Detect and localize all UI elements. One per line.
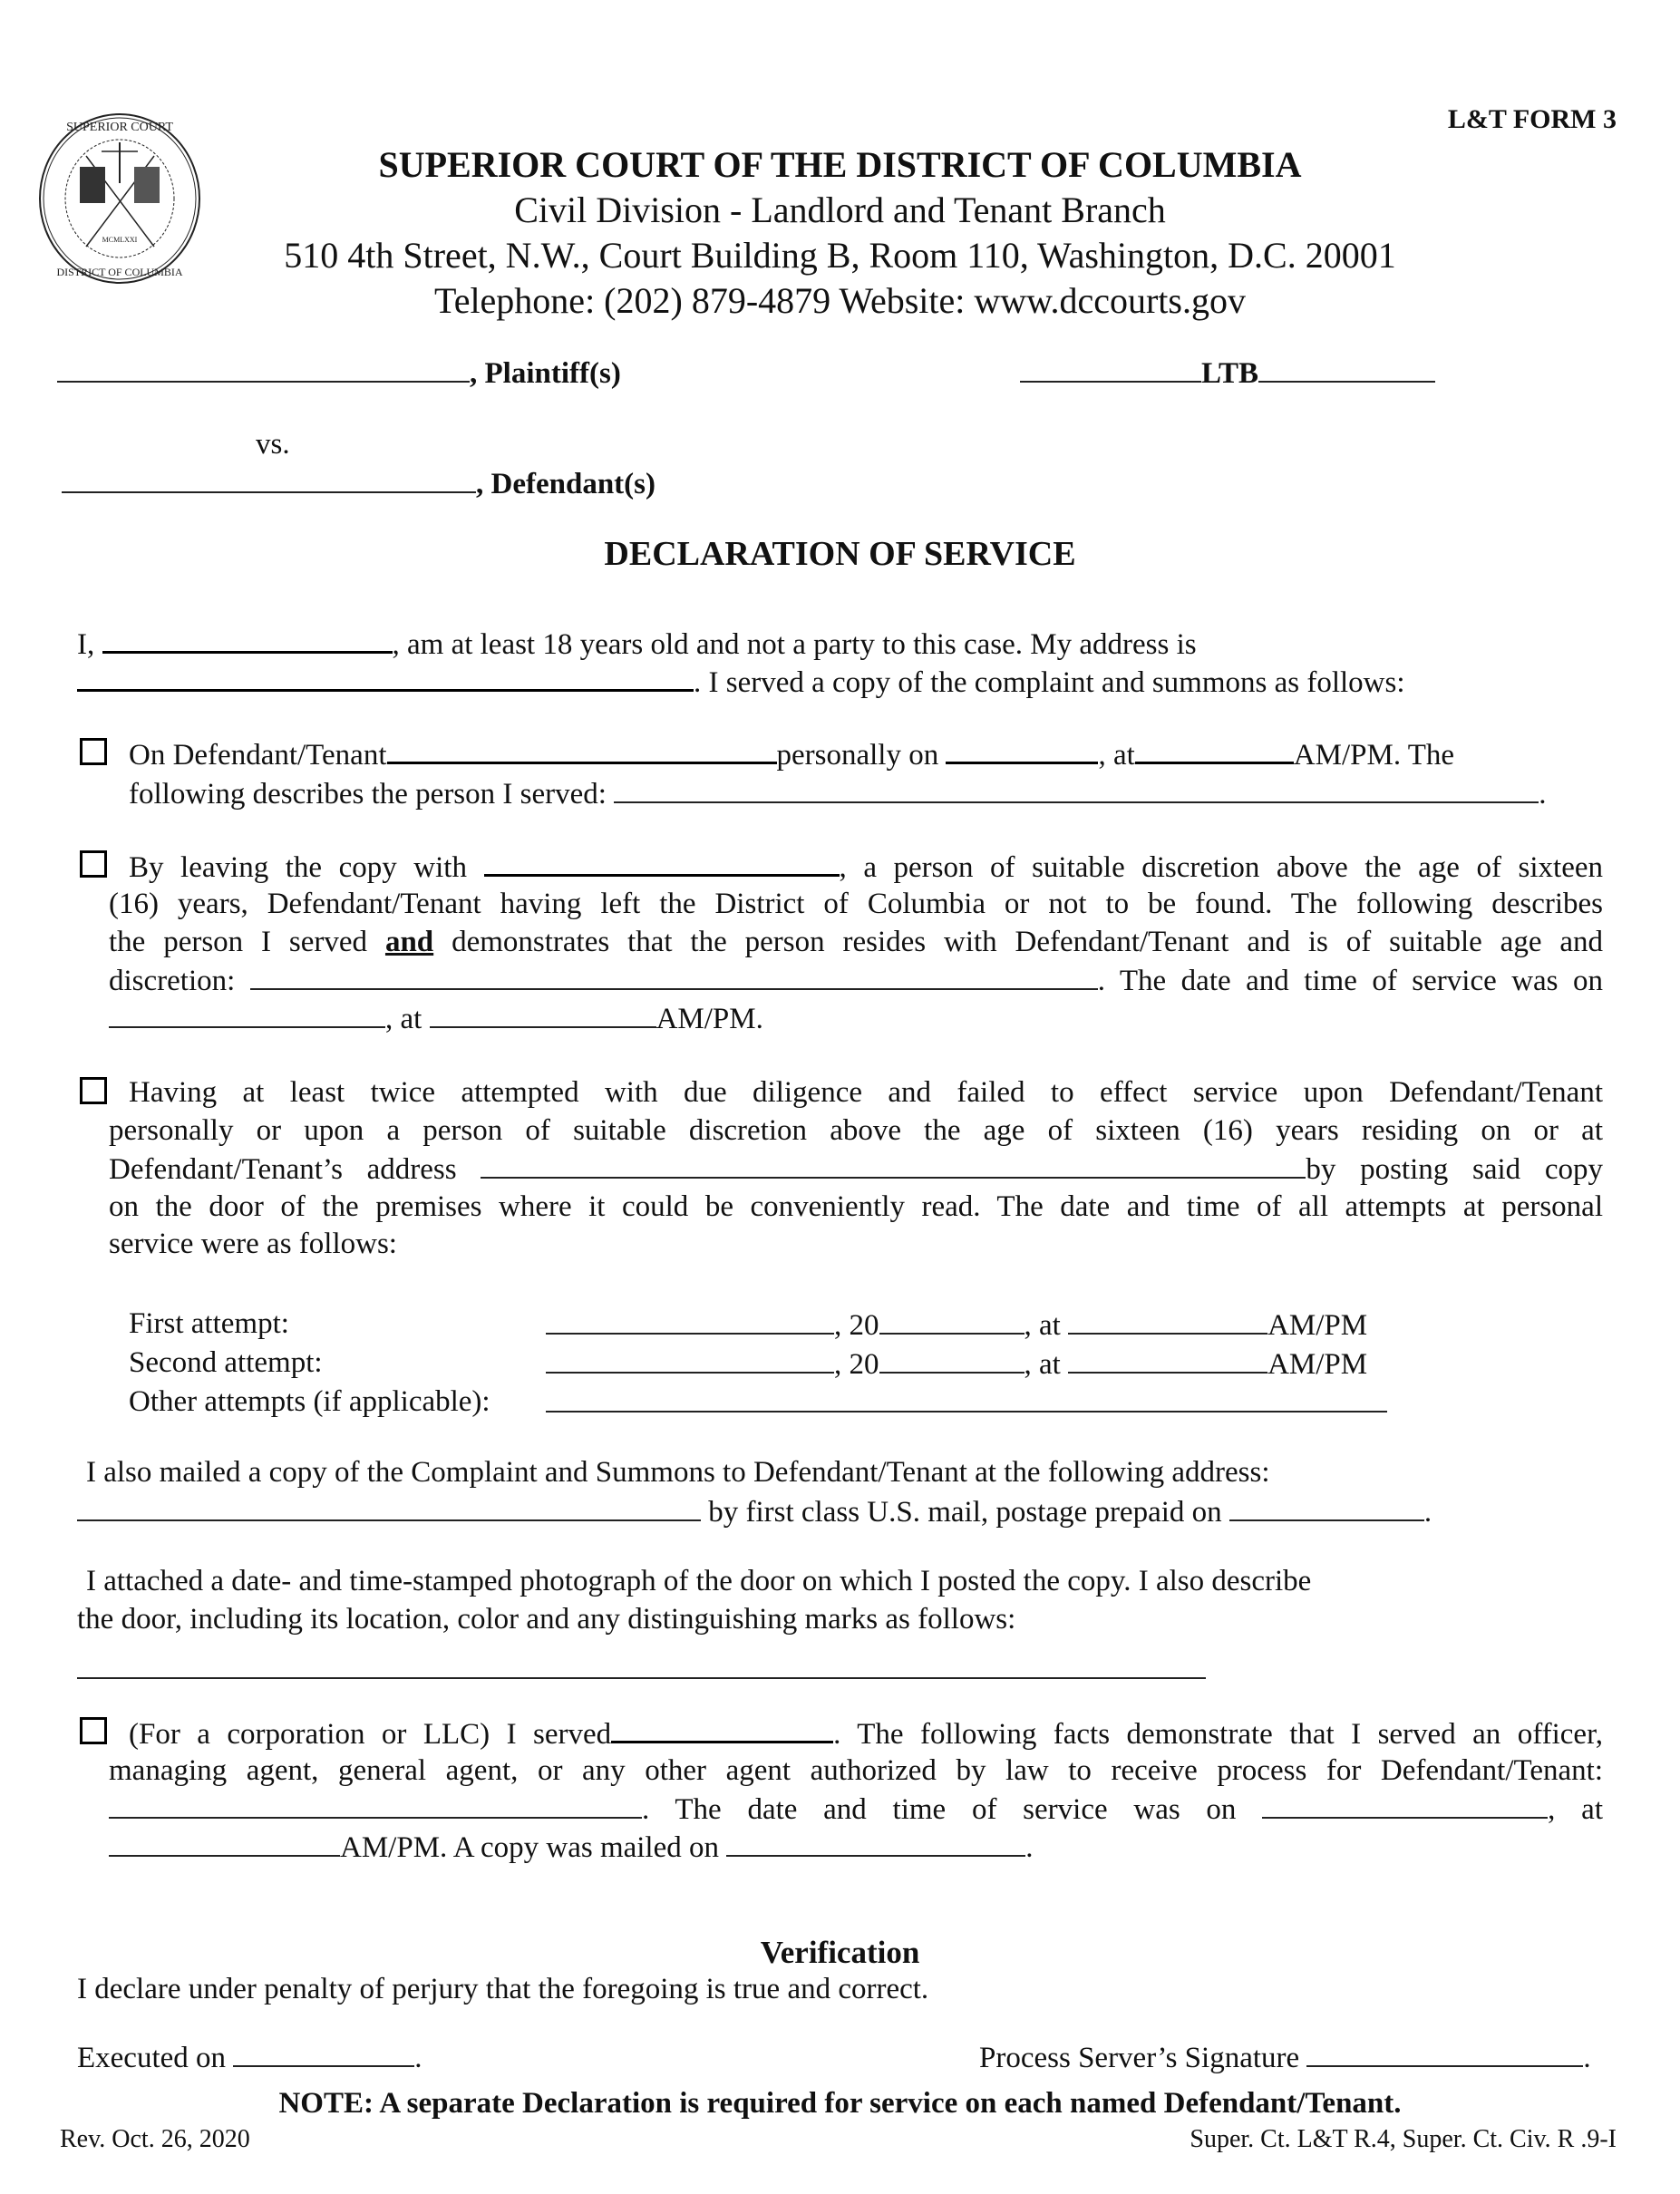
corporation-line-4: AM/PM. A copy was mailed on . [109, 1828, 1034, 1866]
first-attempt-label: First attempt: [129, 1307, 289, 1340]
substitute-date-field[interactable] [109, 999, 385, 1028]
substitute-line-4: discretion: . The date and time of service was on [109, 961, 1603, 1000]
posting-line-5: service were as follows: [109, 1228, 397, 1260]
second-attempt-label: Second attempt: [129, 1346, 323, 1379]
posting-line-4: on the door of the premises where it could be conveniently read. The date and time of all attempts at personal [109, 1190, 1603, 1223]
vs-label: vs. [256, 428, 290, 461]
rule-citation: Super. Ct. L&T R.4, Super. Ct. Civ. R .9-I [1190, 2125, 1617, 2153]
defendant-line: , Defendant(s) [62, 464, 655, 502]
plaintiff-field[interactable] [57, 354, 470, 383]
revision-date: Rev. Oct. 26, 2020 [60, 2125, 250, 2153]
substitute-service-checkbox[interactable] [80, 850, 107, 878]
defendant-field[interactable] [62, 464, 476, 493]
posting-line-3: Defendant/Tenant’s address by posting said copy [109, 1150, 1603, 1189]
first-attempt-time-field[interactable] [1068, 1306, 1267, 1335]
signature-field[interactable] [1306, 2038, 1583, 2067]
corporation-time-field[interactable] [109, 1828, 340, 1857]
footer-note: NOTE: A separate Declaration is required for service on each named Defendant/Tenant. [278, 2087, 1402, 2120]
second-attempt-year-field[interactable] [879, 1345, 1025, 1374]
court-address: 510 4th Street, N.W., Court Building B, Room 110, Washington, D.C. 20001 [284, 235, 1396, 276]
mailing-line-1: I also mailed a copy of the Complaint and Summons to Defendant/Tenant at the following address: [86, 1456, 1270, 1489]
personal-line-1: On Defendant/Tenant personally on , at AM/PM. The [129, 734, 1454, 773]
corporation-line-3: . The date and time of service was on , at [109, 1790, 1603, 1829]
intro-line-1: I, , am at least 18 years old and not a party to this case. My address is [77, 624, 1197, 663]
personal-date-field[interactable] [946, 734, 1098, 764]
second-attempt-row: , 20 , at AM/PM [546, 1345, 1367, 1383]
substitute-line-1: By leaving the copy with , a person of suitable discretion above the age of sixteen [129, 847, 1603, 887]
mailing-date-field[interactable] [1229, 1492, 1424, 1521]
plaintiff-line: , Plaintiff(s) [57, 354, 621, 392]
substitute-person-field[interactable] [484, 847, 840, 877]
personal-line-2: following describes the person I served: . [129, 774, 1546, 812]
other-attempts-field[interactable] [546, 1383, 1387, 1413]
personal-description-field[interactable] [614, 774, 1539, 803]
case-number-prefix-field[interactable] [1020, 354, 1201, 383]
other-attempts-row [546, 1383, 1387, 1422]
intro-line-2: . I served a copy of the complaint and summons as follows: [77, 662, 1405, 701]
substitute-line-3: the person I served and demonstrates that the person resides with Defendant/Tenant and is of suitable age and [109, 926, 1603, 958]
svg-text:MCMLXXI: MCMLXXI [102, 236, 138, 244]
personal-time-field[interactable] [1135, 734, 1294, 764]
posting-line-1: Having at least twice attempted with due diligence and failed to effect service upon Defendant/Tenant [129, 1076, 1603, 1109]
executed-date-field[interactable] [233, 2038, 414, 2067]
other-attempts-label: Other attempts (if applicable): [129, 1385, 490, 1418]
server-address-field[interactable] [77, 662, 694, 692]
verification-statement: I declare under penalty of perjury that the foregoing is true and correct. [77, 1973, 929, 2005]
court-contact: Telephone: (202) 879-4879 Website: www.dccourts.gov [434, 280, 1246, 321]
posting-service-checkbox[interactable] [80, 1077, 107, 1104]
mailing-address-field[interactable] [77, 1492, 701, 1521]
verification-heading: Verification [760, 1935, 920, 1970]
photo-line-2: the door, including its location, color and any distinguishing marks as follows: [77, 1603, 1016, 1636]
substitute-time-field[interactable] [430, 999, 656, 1028]
personal-defendant-field[interactable] [387, 734, 777, 764]
corporation-line-1: (For a corporation or LLC) I served . The following facts demonstrate that I served an officer, [129, 1713, 1603, 1753]
posting-address-field[interactable] [481, 1150, 1306, 1179]
case-number-suffix-field[interactable] [1258, 354, 1435, 383]
page-title: DECLARATION OF SERVICE [604, 535, 1076, 573]
svg-text:SUPERIOR COURT: SUPERIOR COURT [66, 121, 173, 134]
personal-service-checkbox[interactable] [80, 738, 107, 765]
corporation-date-field[interactable] [1262, 1790, 1548, 1819]
division: Civil Division - Landlord and Tenant Branch [514, 189, 1166, 230]
posting-line-2: personally or upon a person of suitable discretion above the age of sixteen (16) years residing on or at [109, 1114, 1603, 1147]
substitute-description-field[interactable] [250, 961, 1098, 990]
signature-row: Process Server’s Signature . [979, 2038, 1591, 2076]
first-attempt-year-field[interactable] [879, 1306, 1025, 1335]
executed-on-row: Executed on . [77, 2038, 422, 2076]
svg-text:DISTRICT OF COLUMBIA: DISTRICT OF COLUMBIA [56, 266, 183, 278]
door-description-row [77, 1650, 1206, 1684]
second-attempt-time-field[interactable] [1068, 1345, 1267, 1374]
door-description-field[interactable] [77, 1650, 1206, 1679]
corporation-mailed-date-field[interactable] [726, 1828, 1025, 1857]
first-attempt-row: , 20 , at AM/PM [546, 1306, 1367, 1344]
court-name: SUPERIOR COURT OF THE DISTRICT OF COLUMBIA [378, 144, 1302, 185]
case-number-line: LTB [1020, 354, 1435, 392]
server-name-field[interactable] [102, 624, 393, 654]
form-id: L&T FORM 3 [1447, 104, 1617, 134]
corporation-line-2: managing agent, general agent, or any other agent authorized by law to receive process for Defendant/Tenant: [109, 1754, 1603, 1787]
second-attempt-date-field[interactable] [546, 1345, 834, 1374]
first-attempt-date-field[interactable] [546, 1306, 834, 1335]
substitute-line-2: (16) years, Defendant/Tenant having left the District of Columbia or not to be found. The following describes [109, 888, 1603, 920]
corporation-facts-field[interactable] [109, 1790, 642, 1819]
substitute-line-5: , at AM/PM. [109, 999, 763, 1037]
photo-line-1: I attached a date- and time-stamped photograph of the door on which I posted the copy. I also describe [86, 1565, 1312, 1597]
mailing-line-2: by first class U.S. mail, postage prepaid on . [77, 1492, 1432, 1530]
corporation-service-checkbox[interactable] [80, 1717, 107, 1744]
corporation-served-field[interactable] [611, 1713, 833, 1743]
